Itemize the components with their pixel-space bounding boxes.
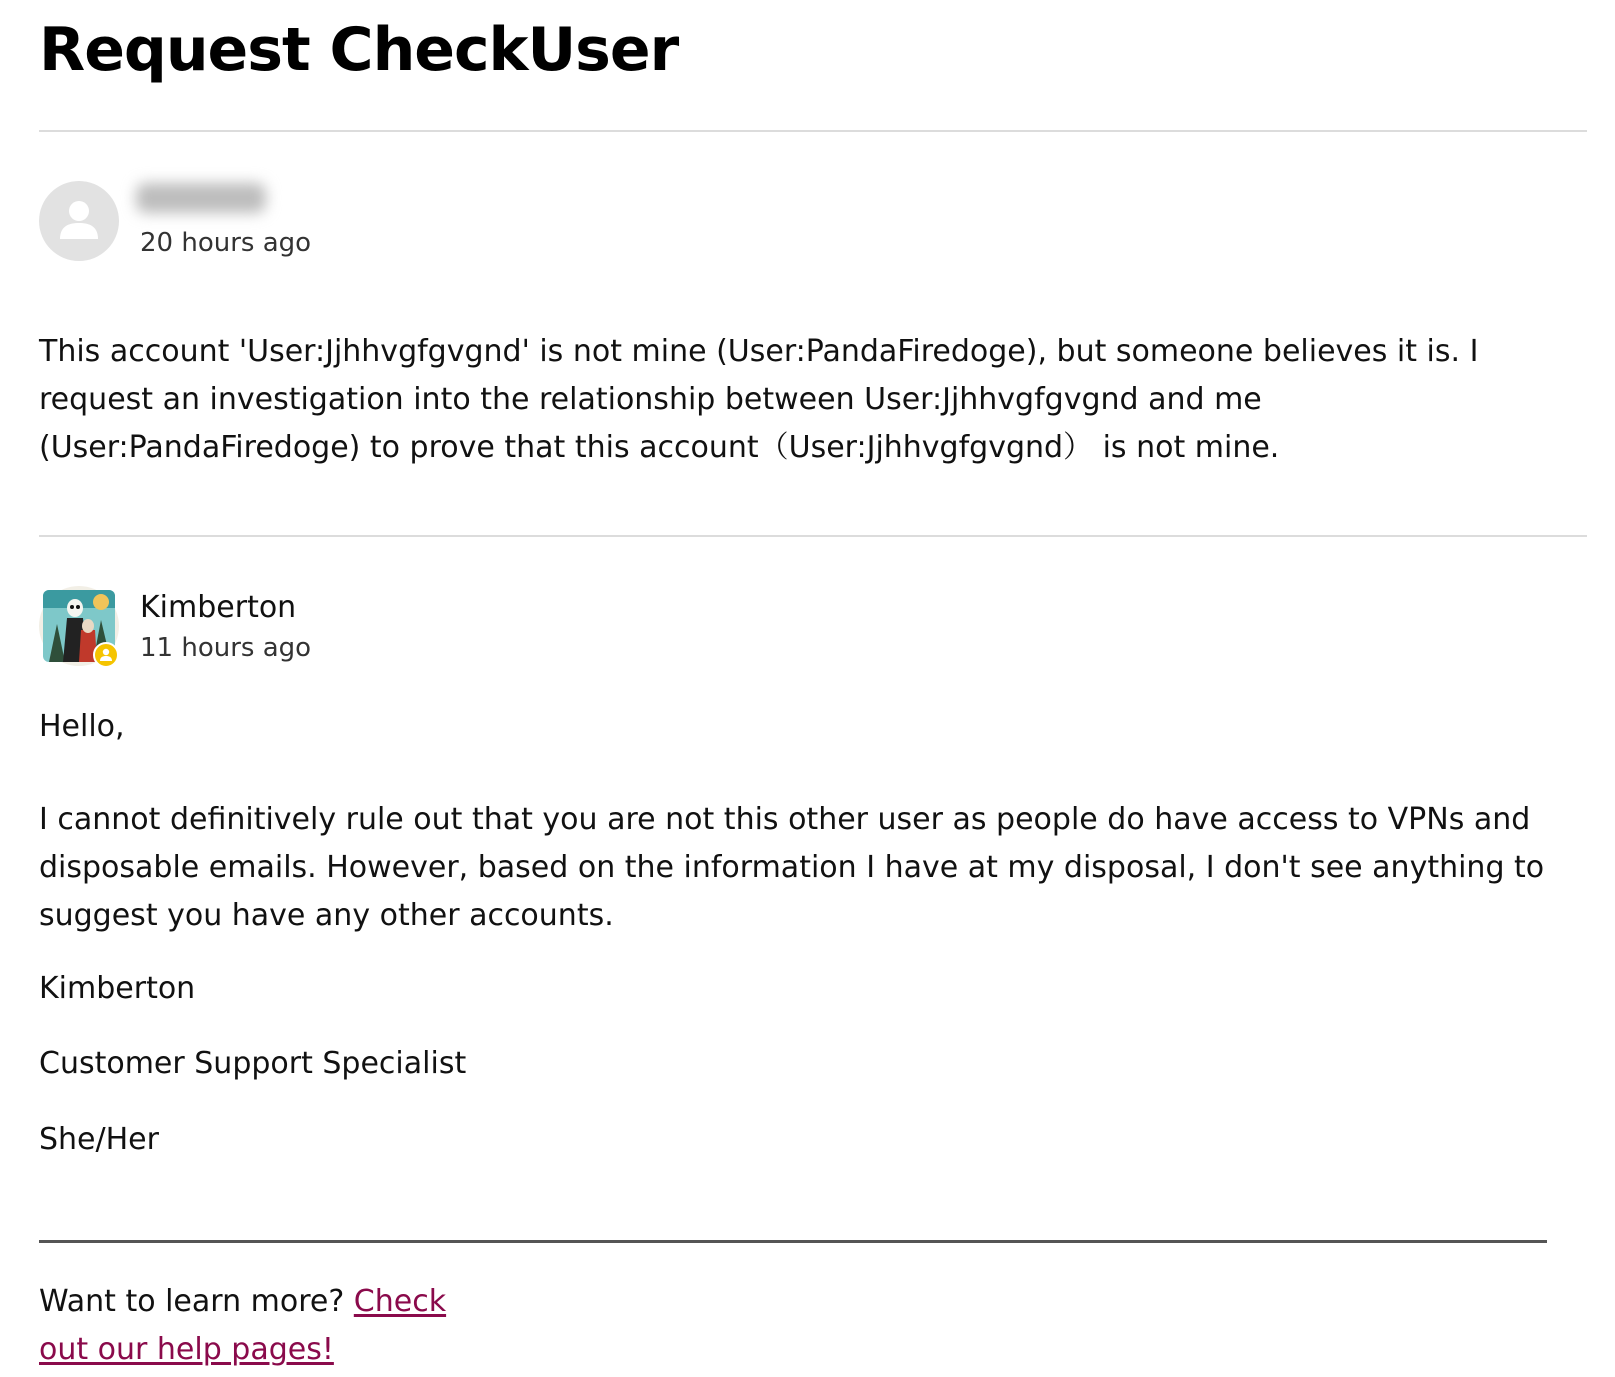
post-2-signature-pronouns: She/Her [39, 1122, 159, 1157]
title-divider [39, 130, 1587, 132]
post-2-signature-title: Customer Support Specialist [39, 1046, 467, 1081]
post-1-author-name-redacted[interactable] [136, 183, 266, 213]
page-title: Request CheckUser [39, 15, 679, 85]
post-2-avatar[interactable] [39, 586, 119, 666]
help-pages-link[interactable]: Check out our help pages! [39, 1284, 447, 1367]
post-1-timestamp: 20 hours ago [140, 228, 312, 258]
post-2-author-name[interactable]: Kimberton [140, 590, 297, 625]
post-2-timestamp: 11 hours ago [140, 633, 312, 663]
staff-badge-icon [93, 642, 119, 668]
post-2-header [39, 586, 639, 668]
footer-rule [39, 1240, 1547, 1243]
footer-prompt: Want to learn more? [39, 1284, 354, 1319]
post-1-avatar[interactable] [39, 181, 119, 261]
post-2-greeting: Hello, [39, 709, 125, 744]
post-2-signature-name: Kimberton [39, 971, 196, 1006]
post-divider [39, 535, 1587, 537]
post-1-header [39, 181, 639, 263]
user-silhouette-icon [39, 181, 119, 261]
post-2-message: I cannot definitively rule out that you are not this other user as people do have access to VPNs and disposable emails. However, based on the information I have at my disposal, I don't see anything to suggest you have any other accounts. [39, 802, 1545, 933]
footer-help [39, 1278, 479, 1374]
post-1-paragraph: This account 'User:Jjhhvgfgvgnd' is not mine (User:PandaFiredoge), but someone believes it is. I request an investigation into the relationship between User:Jjhhvgfgvgnd and me (User:PandaFiredoge) to prove that this account（User:Jjhhvgfgvgnd） is not mine. [39, 334, 1479, 465]
